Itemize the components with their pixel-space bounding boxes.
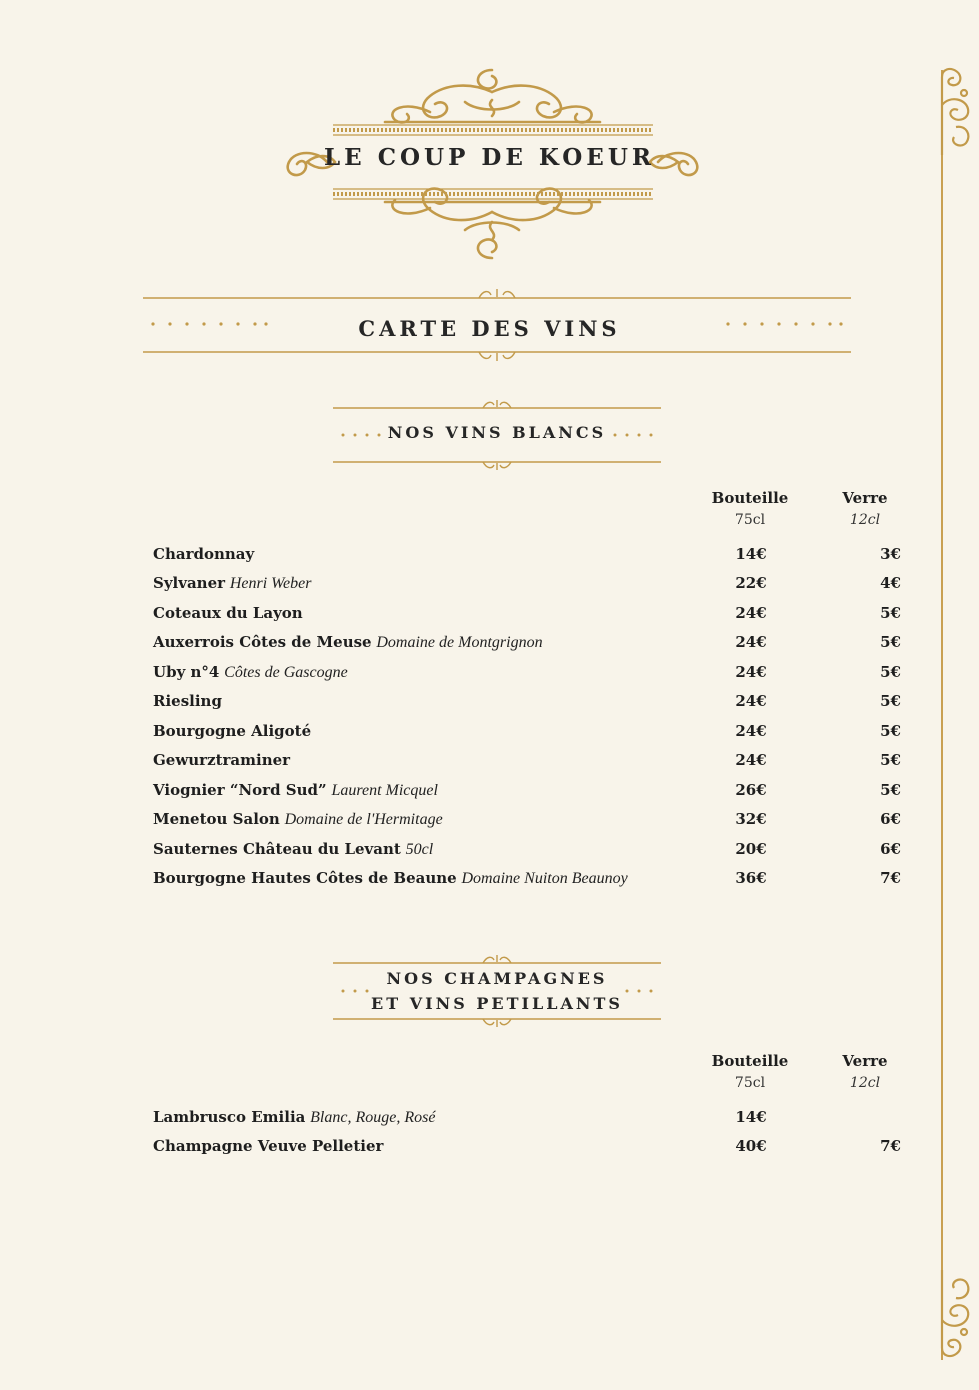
bottle-price: 20€ xyxy=(735,840,767,858)
bottle-price: 24€ xyxy=(735,633,767,651)
column-bottle-header: Bouteille 75cl xyxy=(711,489,789,528)
wine-row: Sauternes Château du Levant 50cl 20€ 6€ xyxy=(153,840,901,858)
glass-price: 7€ xyxy=(880,1137,901,1155)
wine-row: Auxerrois Côtes de Meuse Domaine de Montgrignon 24€ 5€ xyxy=(153,633,901,651)
column-glass-header: Verre 12cl xyxy=(842,1052,888,1091)
wine-row: Bourgogne Hautes Côtes de Beaune Domaine Nuiton Beaunoy 36€ 7€ xyxy=(153,869,901,887)
bottle-price: 14€ xyxy=(735,1108,767,1126)
wine-row: Champagne Veuve Pelletier 40€ 7€ xyxy=(153,1137,901,1155)
wine-row: Lambrusco Emilia Blanc, Rouge, Rosé 14€ xyxy=(153,1107,893,1136)
glass-price: 5€ xyxy=(880,751,901,769)
wine-row: Bourgogne Aligoté 24€ 5€ xyxy=(153,722,901,740)
bottle-price: 24€ xyxy=(735,722,767,740)
wine-row: Chardonnay 14€ 3€ xyxy=(153,545,901,563)
bottle-price: 24€ xyxy=(735,692,767,710)
column-bottle-header: Bouteille 75cl xyxy=(711,1052,789,1091)
bottle-price: 26€ xyxy=(735,781,767,799)
section-title-champagnes: NOS CHAMPAGNES ET VINS PETILLANTS xyxy=(371,969,623,1013)
wine-row: Menetou Salon Domaine de l'Hermitage 32€ 6€ xyxy=(153,810,901,828)
glass-price: 5€ xyxy=(880,692,901,710)
column-glass-header: Verre 12cl xyxy=(842,489,888,528)
bottle-price: 24€ xyxy=(735,751,767,769)
glass-price: 5€ xyxy=(880,604,901,622)
wine-row: Riesling 24€ 5€ xyxy=(153,692,901,710)
wine-row: Coteaux du Layon 24€ 5€ xyxy=(153,604,901,622)
bottle-price: 36€ xyxy=(735,869,767,887)
bottle-price: 14€ xyxy=(735,545,767,563)
bottle-price: 40€ xyxy=(735,1137,767,1155)
glass-price: 7€ xyxy=(880,869,901,887)
bottle-price: 32€ xyxy=(735,810,767,828)
wine-row: Uby n°4 Côtes de Gascogne 24€ 5€ xyxy=(153,663,901,681)
section-title-blancs: NOS VINS BLANCS xyxy=(387,423,607,442)
glass-price: 5€ xyxy=(880,663,901,681)
bottle-price: 24€ xyxy=(735,663,767,681)
bottle-price: 24€ xyxy=(735,604,767,622)
glass-price: 5€ xyxy=(880,781,901,799)
glass-price: 3€ xyxy=(880,545,901,563)
glass-price: 5€ xyxy=(880,722,901,740)
glass-price: 4€ xyxy=(880,574,901,592)
page-border-line xyxy=(941,70,943,1360)
wine-row: Gewurztraminer 24€ 5€ xyxy=(153,751,901,769)
restaurant-name: LE COUP DE KOEUR xyxy=(323,144,655,171)
bottle-price: 22€ xyxy=(735,574,767,592)
menu-title: CARTE DES VINS xyxy=(358,316,621,341)
wine-row: Viognier “Nord Sud” Laurent Micquel 26€ 5€ xyxy=(153,781,901,799)
glass-price: 5€ xyxy=(880,633,901,651)
glass-price: 6€ xyxy=(880,810,901,828)
wine-row: Sylvaner Henri Weber 22€ 4€ xyxy=(153,574,901,592)
border-bottom-ornament-icon xyxy=(936,1265,976,1360)
glass-price: 6€ xyxy=(880,840,901,858)
